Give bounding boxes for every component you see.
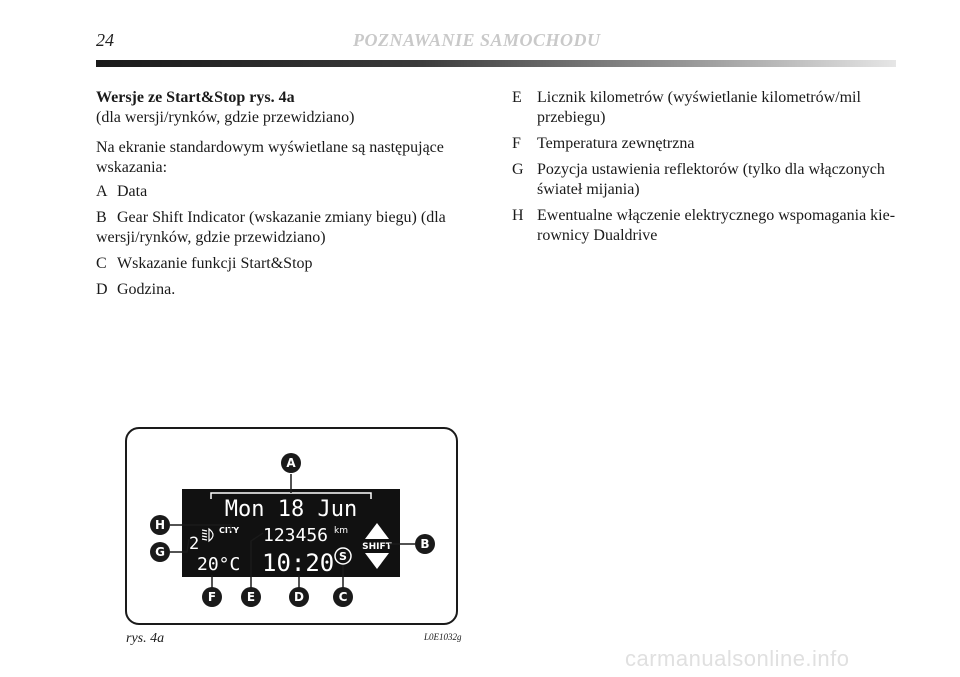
list-item (96, 182, 478, 202)
dashboard-figure (125, 427, 458, 625)
watermark: carmanualsonline.info (625, 646, 850, 671)
lcd-odometer-unit: km (334, 526, 348, 536)
callout-h: H (154, 518, 166, 532)
figure-caption: rys. 4a (126, 631, 165, 646)
callout-e: E (246, 590, 256, 604)
callout-b: B (420, 537, 430, 551)
item-text: Data (117, 183, 148, 200)
header-rule (96, 60, 896, 67)
list-item (96, 208, 478, 248)
lcd-shift-label: SHIFT (362, 542, 392, 552)
dashboard-display-illustration (127, 429, 460, 627)
item-text: Wskazanie funkcji Start&Stop (117, 255, 313, 272)
section-title: POZNAWANIE SAMOCHODU (353, 30, 601, 50)
item-key: E (512, 89, 522, 106)
section-heading: Wersje ze Start&Stop rys. 4a (96, 89, 295, 106)
list-item (512, 160, 896, 200)
item-text: Ewentualne włączenie elektrycznego wspomagania kierownicy Dualdrive (537, 207, 896, 244)
right-column (512, 88, 896, 252)
item-text: Gear Shift Indicator (wskazanie zmiany biegu) (dla wersji/rynków, gdzie przewidziano) (96, 209, 446, 246)
left-column (96, 88, 478, 306)
lcd-temperature: 20°C (197, 554, 241, 575)
item-text: Godzina. (117, 281, 176, 298)
list-item (512, 206, 896, 246)
callout-g: G (155, 545, 165, 559)
callout-f: F (207, 590, 217, 604)
lcd-startstop-symbol: S (339, 550, 347, 563)
item-key: G (512, 161, 524, 178)
figure-code: L0E1032g (424, 632, 462, 642)
section-subheading: (dla wersji/rynków, gdzie przewidziano) (96, 109, 355, 126)
callout-c: C (338, 590, 348, 604)
list-item (96, 254, 478, 274)
list-item (96, 280, 478, 300)
item-text: Pozycja ustawienia reflektorów (tylko dla włączonych świateł mijania) (537, 161, 885, 198)
item-key: H (512, 207, 524, 224)
lcd-odometer: 123456 (263, 525, 329, 546)
item-key: D (96, 281, 108, 298)
item-key: A (96, 183, 108, 200)
list-item (512, 134, 896, 154)
item-key: F (512, 135, 521, 152)
lcd-date: Mon 18 Jun (224, 497, 358, 522)
list-item (512, 88, 896, 128)
item-key: C (96, 255, 107, 272)
item-key: B (96, 209, 107, 226)
item-text: Temperatura zewnętrzna (537, 135, 695, 152)
lcd-headlight-level: 2 (189, 534, 200, 554)
lcd-city-label: CITY (219, 526, 240, 535)
intro-paragraph: Na ekranie standardowym wyświetlane są następujące wskazania: (96, 139, 444, 176)
item-text: Licznik kilometrów (wyświetlanie kilometrów/mil przebiegu) (537, 89, 861, 126)
callout-a: A (286, 456, 296, 470)
callout-d: D (294, 590, 304, 604)
lcd-time: 10:20 (262, 549, 335, 577)
page-number: 24 (96, 30, 114, 50)
